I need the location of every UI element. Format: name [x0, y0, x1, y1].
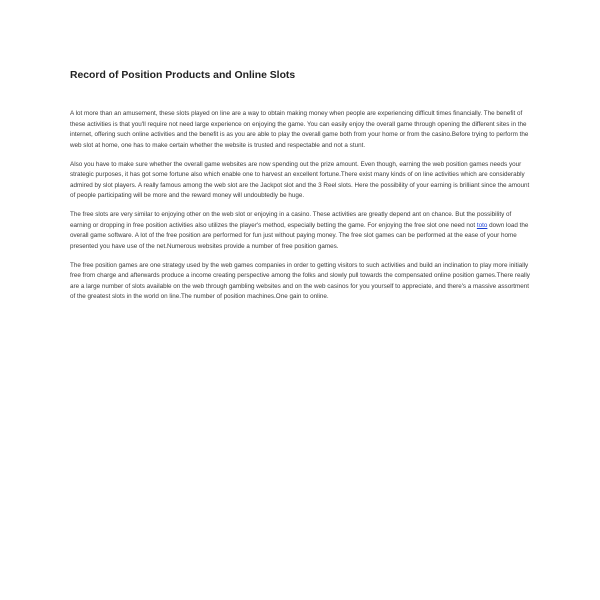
- paragraph-3-text-after-link: down load the overall game software. A lot of the free position are performed for fun just without paying money. The free slot games can be performed at the ease of your home presented you have use of the net.Numerous websites provide a number of free position games.: [70, 221, 529, 250]
- toto-link[interactable]: toto: [476, 221, 488, 229]
- paragraph-3: [70, 210, 532, 252]
- paragraph-2: Also you have to make sure whether the overall game websites are now spending out the prize amount. Even though, earning the web position games needs your strategic purposes, it has got some fortune also which enable one to harvest an excellent fortune.There exist many kinds of on line activities which are considerably admired by slot players. A really famous among the web slot are the Jackpot slot and the 3 Reel slots. Here the possibility of your earning is brilliant since the amount of people participating will be more and the reward money will undoubtedly be huge.: [70, 160, 530, 199]
- paragraph-3-text-before-link: The free slots are very similar to enjoying other on the web slot or enjoying in a casino. These activities are greatly depend ant on chance. But the possibility of earning or dropping in free position activities also utilizes the player's method, especially betting the game. For enjoying the free slot one need not: [70, 211, 512, 229]
- article-body: [70, 109, 532, 311]
- paragraph-1: A lot more than an amusement, these slots played on line are a way to obtain making money when people are experiencing difficult times financially. The benefit of these activities is that you'll require not need large experience on enjoying the game. You can easily enjoy the overall game through opening the different sites in the internet, offering such online activities and the benefit is as you are able to play the overall game both from your home or from the casino.Before trying to perform the web slot at home, one has to make certain whether the website is trusted and respectable and not a stunt.: [70, 110, 529, 149]
- paragraph-4: The free position games are one strategy used by the web games companies in order to getting visitors to such activities and build an inclination to play more initially free from charge and afterwards produce a income creating perspective among the folks and slowly pull towards the compensated online position games.There really are a large number of slots available on the web through gambling websites and on the web casinos for you yourself to appreciate, and there's a massive assortment of the greatest slots in the world on line.The number of position machines.One gain to online.: [70, 261, 530, 300]
- article-title: Record of Position Products and Online Slots: [70, 70, 296, 81]
